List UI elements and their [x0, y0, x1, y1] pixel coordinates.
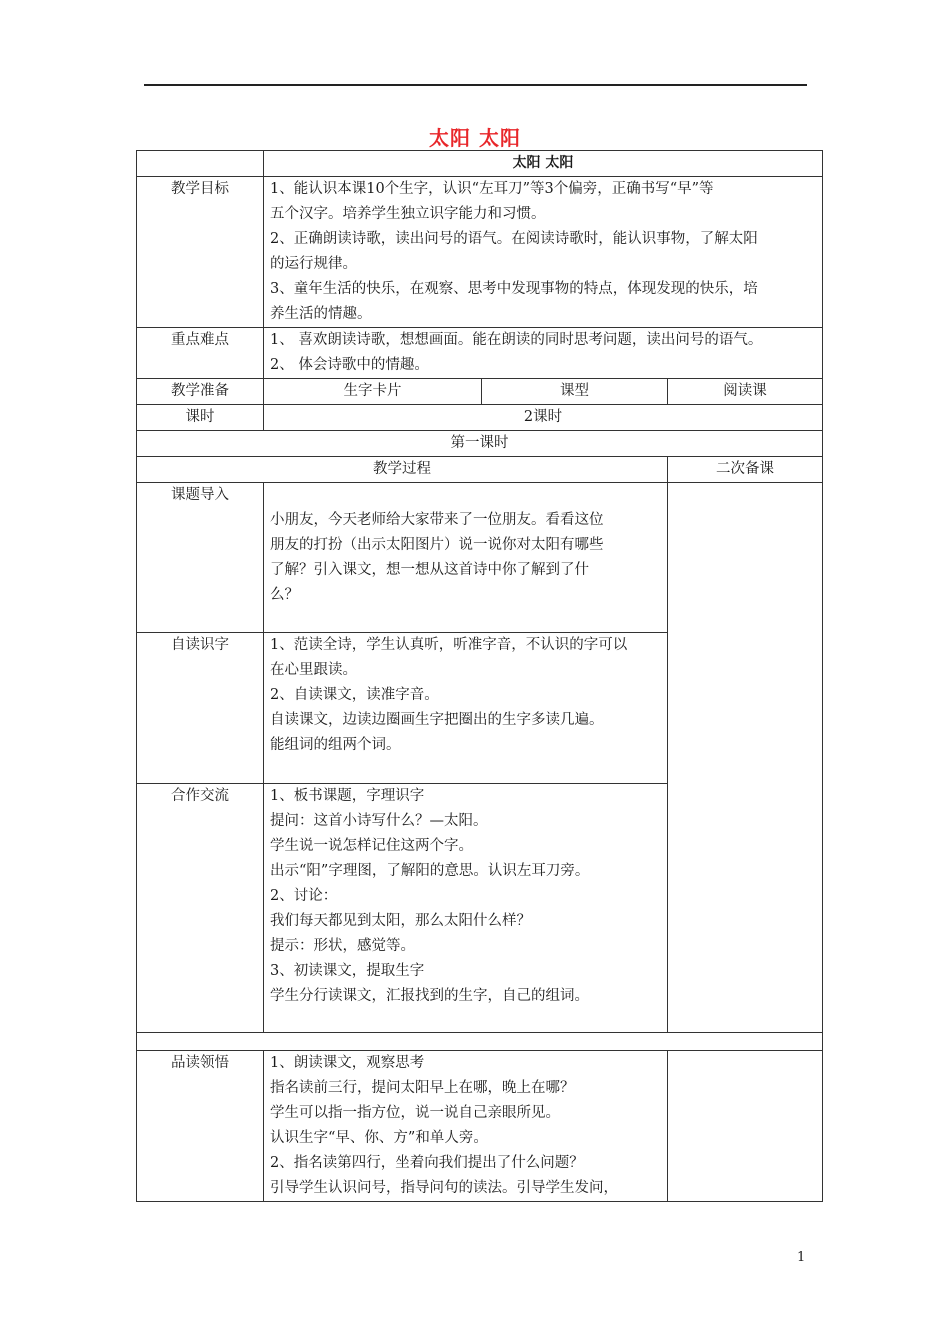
section-line: 引导学生认识问号，指导问句的读法。引导学生发问，: [270, 1180, 618, 1196]
prep-label: 教学准备: [137, 379, 264, 405]
lesson-type-value: 阅读课: [668, 379, 823, 405]
session-title: 第一课时: [137, 431, 823, 457]
document-title: 太阳 太阳: [429, 126, 521, 150]
section-line: 学生说一说怎样记住这两个字。: [270, 838, 473, 854]
section-line: 学生分行读课文，汇报找到的生字，自己的组词。: [270, 988, 589, 1004]
goals-line: 1、能认识本课10个生字，认识“左耳刀”等3个偏旁，正确书写“早”等: [270, 181, 714, 197]
notes-header: 二次备课: [668, 457, 823, 483]
key-points-line: 1、 喜欢朗读诗歌，想想画面。能在朗读的同时思考问题，读出问号的语气。: [270, 332, 763, 348]
section-line: 提示：形状，感觉等。: [270, 938, 415, 954]
goals-line: 养生活的情趣。: [270, 306, 372, 322]
section-label: 合作交流: [137, 784, 264, 1033]
goals-line: 的运行规律。: [270, 256, 357, 272]
section-line: 2、讨论：: [270, 888, 338, 904]
process-header: 教学过程: [137, 457, 668, 483]
section-line: 能组词的组两个词。: [270, 737, 401, 753]
prep-value: 生字卡片: [264, 379, 482, 405]
notes-cell: [668, 483, 823, 1033]
section-line: 2、指名读第四行，坐着向我们提出了什么问题？: [270, 1155, 584, 1171]
section-label: 课题导入: [137, 483, 264, 633]
section-line: 了解？引入课文，想一想从这首诗中你了解到了什: [270, 562, 589, 578]
section-line: 1、范读全诗，学生认真听，听准字音，不认识的字可以: [270, 637, 628, 653]
section-line: 我们每天都见到太阳，那么太阳什么样？: [270, 913, 531, 929]
section-line: 自读课文，边读边圈画生字把圈出的生字多读几遍。: [270, 712, 604, 728]
page-number: 1: [797, 1250, 806, 1265]
lesson-type-label: 课型: [482, 379, 668, 405]
section-label: 品读领悟: [137, 1051, 264, 1202]
section-line: 认识生字“早、你、方”和单人旁。: [270, 1130, 488, 1146]
section-line: 学生可以指一指方位，说一说自己亲眼所见。: [270, 1105, 560, 1121]
spacer-row: [137, 1033, 823, 1051]
section-line: 3、初读课文，提取生字: [270, 963, 425, 979]
table-header-title: 太阳 太阳: [264, 151, 823, 177]
section-line: 么？: [270, 587, 299, 603]
notes-cell: [668, 1051, 823, 1202]
key-points-line: 2、 体会诗歌中的情趣。: [270, 357, 429, 373]
section-content: [264, 784, 668, 1033]
section-line: 2、自读课文，读准字音。: [270, 687, 439, 703]
section-content: [264, 483, 668, 633]
section-line: 指名读前三行，提问太阳早上在哪，晚上在哪？: [270, 1080, 575, 1096]
header-blank-cell: [137, 151, 264, 177]
goals-label: 教学目标: [137, 177, 264, 328]
hours-label: 课时: [137, 405, 264, 431]
section-line: 1、朗读课文，观察思考: [270, 1055, 425, 1071]
section-line: 朋友的打扮（出示太阳图片）说一说你对太阳有哪些: [270, 537, 604, 553]
goals-line: 3、童年生活的快乐，在观察、思考中发现事物的特点，体现发现的快乐，培: [270, 281, 758, 297]
section-line: 出示“阳”字理图，了解阳的意思。认识左耳刀旁。: [270, 863, 590, 879]
goals-line: 五个汉字。培养学生独立识字能力和习惯。: [270, 206, 546, 222]
section-line: 提问：这首小诗写什么？—太阳。: [270, 813, 488, 829]
section-line: 小朋友，今天老师给大家带来了一位朋友。看看这位: [270, 512, 604, 528]
key-points-label: 重点难点: [137, 328, 264, 379]
section-content: [264, 633, 668, 784]
section-line: [270, 483, 661, 508]
section-line: 在心里跟读。: [270, 662, 357, 678]
hours-value: 2课时: [264, 405, 823, 431]
key-points-content: [264, 328, 823, 379]
header-rule: [144, 84, 807, 86]
section-line: 1、板书课题，字理识字: [270, 788, 425, 804]
section-content: [264, 1051, 668, 1202]
lesson-plan-table: [136, 150, 823, 1202]
goals-content: [264, 177, 823, 328]
goals-line: 2、正确朗读诗歌，读出问号的语气。在阅读诗歌时，能认识事物，了解太阳: [270, 231, 758, 247]
section-label: 自读识字: [137, 633, 264, 784]
